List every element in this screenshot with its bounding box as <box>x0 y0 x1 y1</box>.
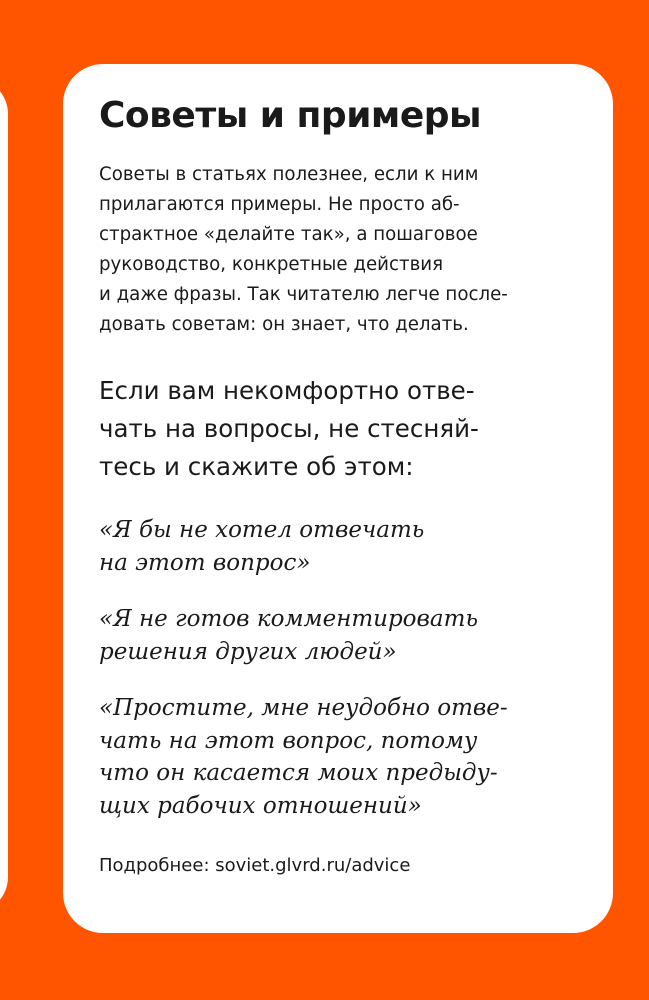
example-quote-3 <box>99 692 577 822</box>
advice-card <box>63 64 613 933</box>
intro-line: Советы в статьях полезнее, если к ним <box>99 164 479 185</box>
intro-line: довать советам: он знает, что делать. <box>99 314 469 335</box>
quote-line: что он касается моих предыду- <box>99 760 498 786</box>
example-quote-1 <box>99 514 577 579</box>
lead-line: тесь и скажите об этом: <box>99 452 414 481</box>
quote-line: «Простите, мне неудобно отве- <box>99 695 508 721</box>
quote-line: решения других людей» <box>99 638 397 665</box>
intro-line: руководство, конкретные действия <box>99 254 444 275</box>
intro-line: и даже фразы. Так читателю легче после- <box>99 284 508 305</box>
card-title: Советы и примеры <box>99 95 482 136</box>
more-info-link[interactable]: Подробнее: soviet.glvrd.ru/advice <box>99 855 411 876</box>
example-quote-2 <box>99 603 577 668</box>
lead-paragraph <box>99 372 577 486</box>
lead-line: чать на вопросы, не стесняй- <box>99 414 479 443</box>
quote-line: щих рабочих отношений» <box>99 792 422 819</box>
intro-paragraph <box>99 160 577 340</box>
quote-line: чать на этот вопрос, потому <box>99 727 478 754</box>
quote-line: «Я не готов комментировать <box>99 606 478 632</box>
intro-line: прилагаются примеры. Не просто аб- <box>99 194 460 215</box>
intro-line: страктное «делайте так», а пошаговое <box>99 224 478 245</box>
lead-line: Если вам некомфортно отве- <box>99 376 475 405</box>
quote-line: «Я бы не хотел отвечать <box>99 517 425 543</box>
previous-card-edge <box>0 78 8 913</box>
quote-line: на этот вопрос» <box>99 549 311 576</box>
